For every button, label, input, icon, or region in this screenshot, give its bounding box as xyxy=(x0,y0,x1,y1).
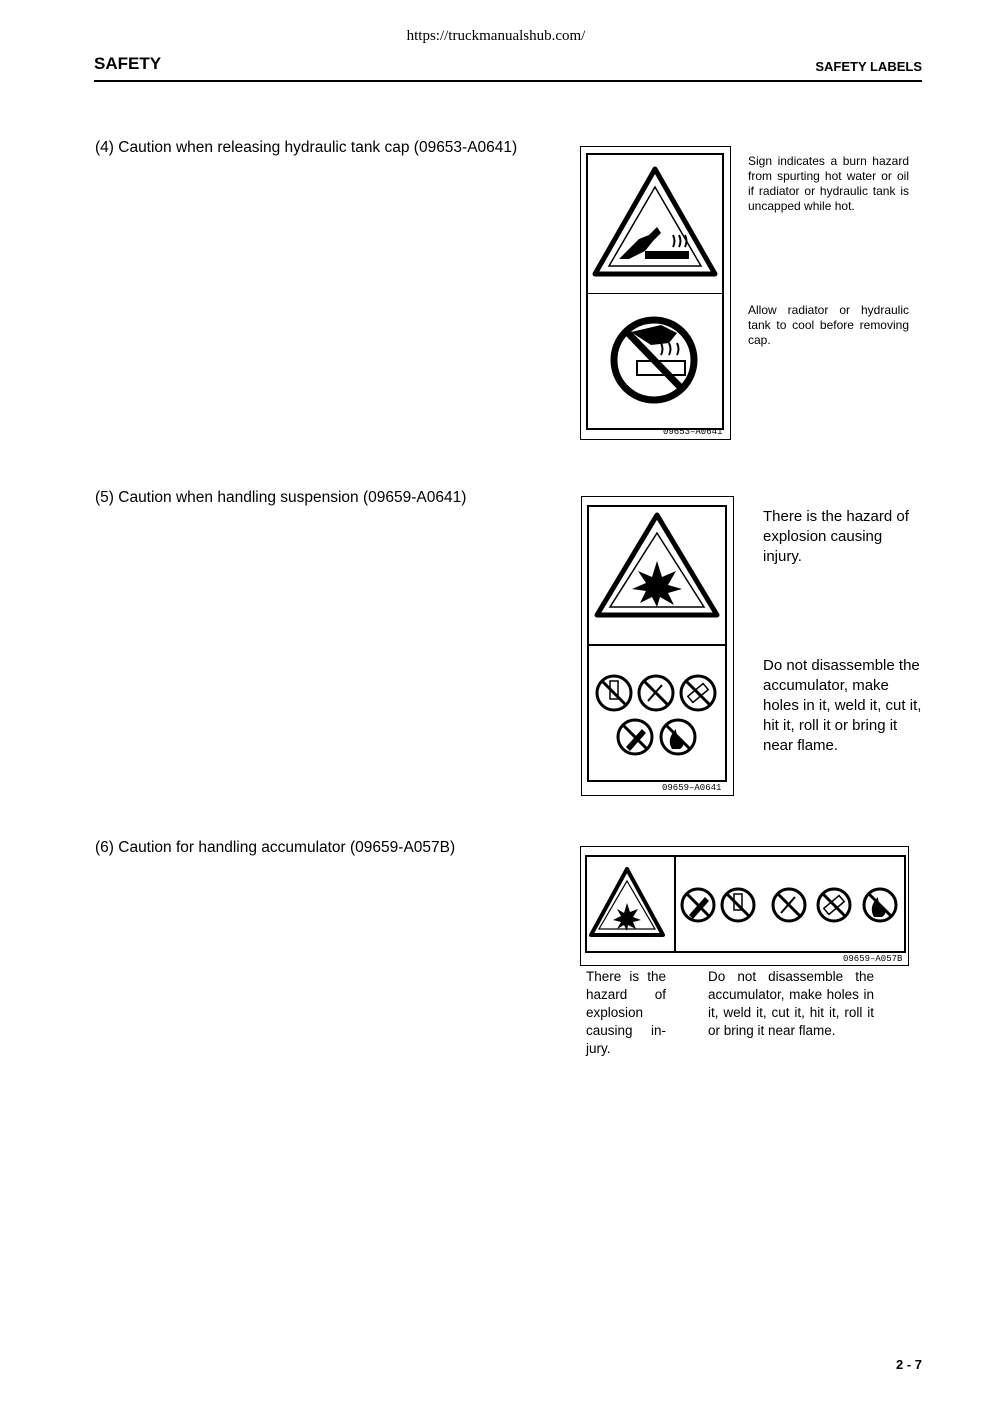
no-cut-icon xyxy=(818,889,850,921)
header-rule xyxy=(94,80,922,82)
no-open-cap-prohibition-icon xyxy=(581,147,730,439)
label-09659-A0641 xyxy=(581,496,734,796)
no-drill-icon xyxy=(722,889,754,921)
no-flame-icon xyxy=(864,889,896,921)
label-text-explosion-hazard: There is the hazard of explosion causing in-jury. xyxy=(586,969,666,1056)
label-code: 09659–A057B xyxy=(843,954,903,964)
no-cut-icon xyxy=(681,676,715,710)
label-text-do-not-disassemble: Do not disassemble the accumulator, make holes in it, weld it, cut it, hit it, roll it or bring it near flame. xyxy=(763,657,922,754)
label-code: 09659–A0641 xyxy=(662,783,722,793)
prohibition-icons-row xyxy=(581,847,908,965)
no-hit-icon xyxy=(682,889,714,921)
label-text-burn-hazard: Sign indicates a burn hazard from spurting hot water or oil if radiator or hydraulic tank is uncapped while hot. xyxy=(748,154,909,213)
label-09659-A057B xyxy=(580,846,909,966)
label-text-explosion-hazard: There is the hazard of explosion causing injury. xyxy=(763,508,909,565)
label-09653-A0641 xyxy=(580,146,731,440)
page-number: 2 - 7 xyxy=(895,1357,922,1372)
no-drill-icon xyxy=(597,676,631,710)
no-weld-icon xyxy=(639,676,673,710)
no-hit-icon xyxy=(618,720,652,754)
no-flame-icon xyxy=(661,720,695,754)
no-weld-icon xyxy=(773,889,805,921)
caption-handling-accumulator: (6) Caution for handling accumulator (09659-A057B) xyxy=(95,839,456,856)
label-text-do-not-disassemble: Do not disassemble the accumulator, make holes in it, weld it, cut it, hit it, roll it or bring it near flame. xyxy=(708,969,874,1038)
caption-handling-suspension: (5) Caution when handling suspension (09659-A0641) xyxy=(95,489,467,506)
prohibition-icons-row xyxy=(582,497,733,795)
caption-hydraulic-tank-cap: (4) Caution when releasing hydraulic tank cap (09653-A0641) xyxy=(95,139,518,156)
subsection-title: SAFETY LABELS xyxy=(815,59,922,74)
label-code: 09653–A0641 xyxy=(663,427,723,437)
label-text-cool-before-removing: Allow radiator or hydraulic tank to cool before removing cap. xyxy=(748,303,909,347)
section-title: SAFETY xyxy=(94,54,162,73)
source-url: https://truckmanualshub.com/ xyxy=(406,28,586,44)
